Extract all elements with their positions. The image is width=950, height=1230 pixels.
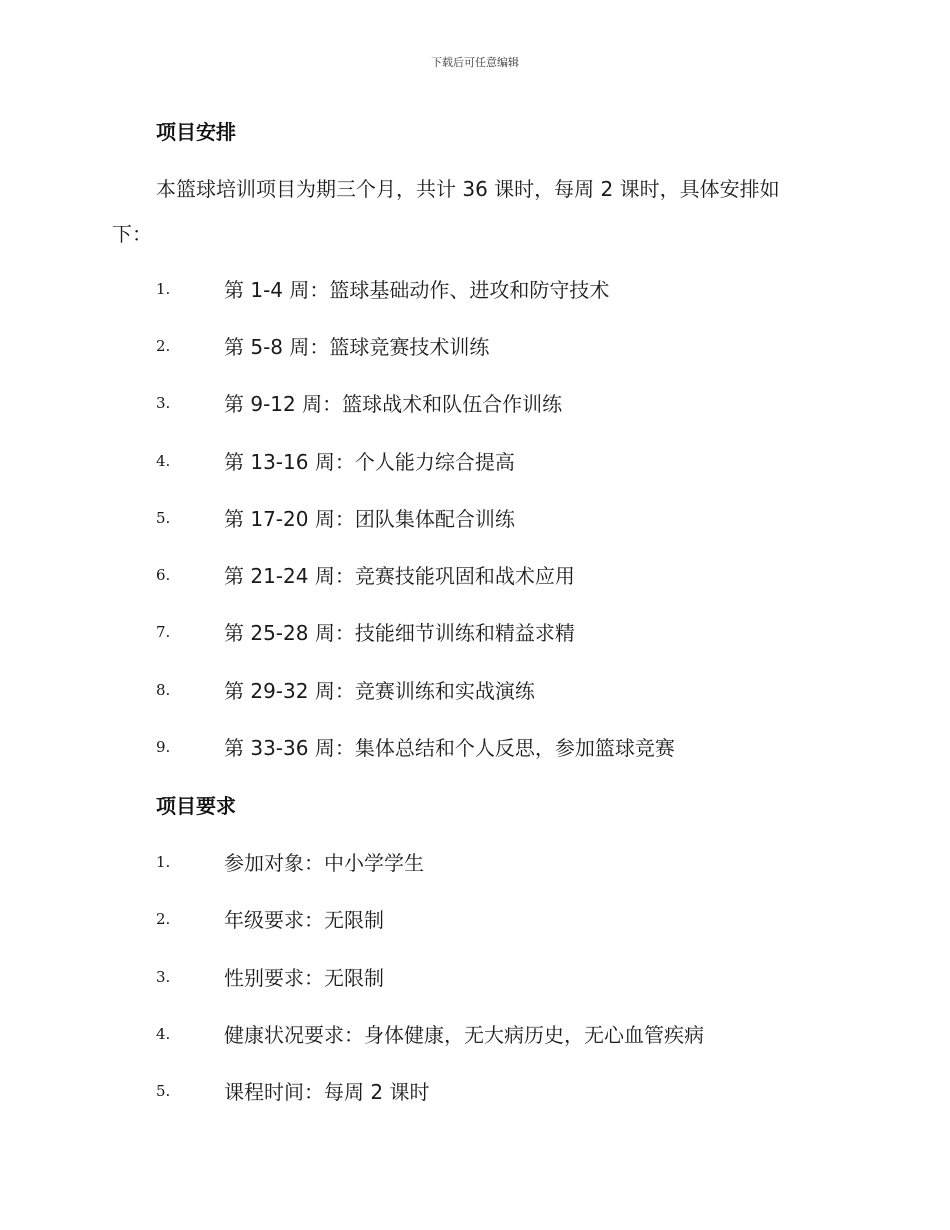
list-text: 第 33-36 周：集体总结和个人反思，参加篮球竞赛 <box>224 736 675 760</box>
list-text: 第 21-24 周：竞赛技能巩固和战术应用 <box>224 564 575 588</box>
schedule-list-item <box>156 503 916 533</box>
list-number: 4. <box>156 1025 171 1043</box>
list-text: 第 5-8 周：篮球竞赛技术训练 <box>224 335 490 359</box>
list-text: 第 29-32 周：竞赛训练和实战演练 <box>224 679 535 703</box>
schedule-list-item <box>156 446 916 476</box>
list-text: 课程时间：每周 2 课时 <box>224 1080 430 1104</box>
intro-paragraph-line-2: 下： <box>112 222 152 246</box>
page-header: 下载后可任意编辑 <box>431 56 519 69</box>
list-number: 1. <box>156 853 171 871</box>
schedule-list-item <box>156 388 916 418</box>
list-number: 7. <box>156 623 171 641</box>
schedule-list-item <box>156 560 916 590</box>
list-number: 3. <box>156 394 171 412</box>
list-text: 第 13-16 周：个人能力综合提高 <box>224 450 515 474</box>
list-text: 第 9-12 周：篮球战术和队伍合作训练 <box>224 392 563 416</box>
list-number: 1. <box>156 280 171 298</box>
intro-paragraph-line-1: 本篮球培训项目为期三个月，共计 36 课时，每周 2 课时，具体安排如 <box>156 177 780 201</box>
requirements-list-item <box>156 1019 916 1049</box>
list-text: 性别要求：无限制 <box>224 966 384 990</box>
list-text: 健康状况要求：身体健康，无大病历史，无心血管疾病 <box>224 1023 704 1047</box>
schedule-list-item <box>156 675 916 705</box>
schedule-list-item <box>156 274 916 304</box>
list-number: 2. <box>156 910 171 928</box>
list-text: 参加对象：中小学学生 <box>224 851 424 875</box>
list-text: 年级要求：无限制 <box>224 908 384 932</box>
section-title-requirements: 项目要求 <box>156 794 236 818</box>
list-number: 4. <box>156 452 171 470</box>
requirements-list-item <box>156 847 916 877</box>
list-text: 第 1-4 周：篮球基础动作、进攻和防守技术 <box>224 278 610 302</box>
schedule-list-item <box>156 617 916 647</box>
list-number: 2. <box>156 337 171 355</box>
list-number: 5. <box>156 509 171 527</box>
requirements-list-item <box>156 904 916 934</box>
schedule-list-item <box>156 732 916 762</box>
list-text: 第 25-28 周：技能细节训练和精益求精 <box>224 621 575 645</box>
list-number: 3. <box>156 968 171 986</box>
list-number: 9. <box>156 738 171 756</box>
list-number: 6. <box>156 566 171 584</box>
list-text: 第 17-20 周：团队集体配合训练 <box>224 507 515 531</box>
section-title-schedule: 项目安排 <box>156 120 236 144</box>
requirements-list-item <box>156 962 916 992</box>
list-number: 8. <box>156 681 171 699</box>
requirements-list-item <box>156 1076 916 1106</box>
list-number: 5. <box>156 1082 171 1100</box>
schedule-list-item <box>156 331 916 361</box>
